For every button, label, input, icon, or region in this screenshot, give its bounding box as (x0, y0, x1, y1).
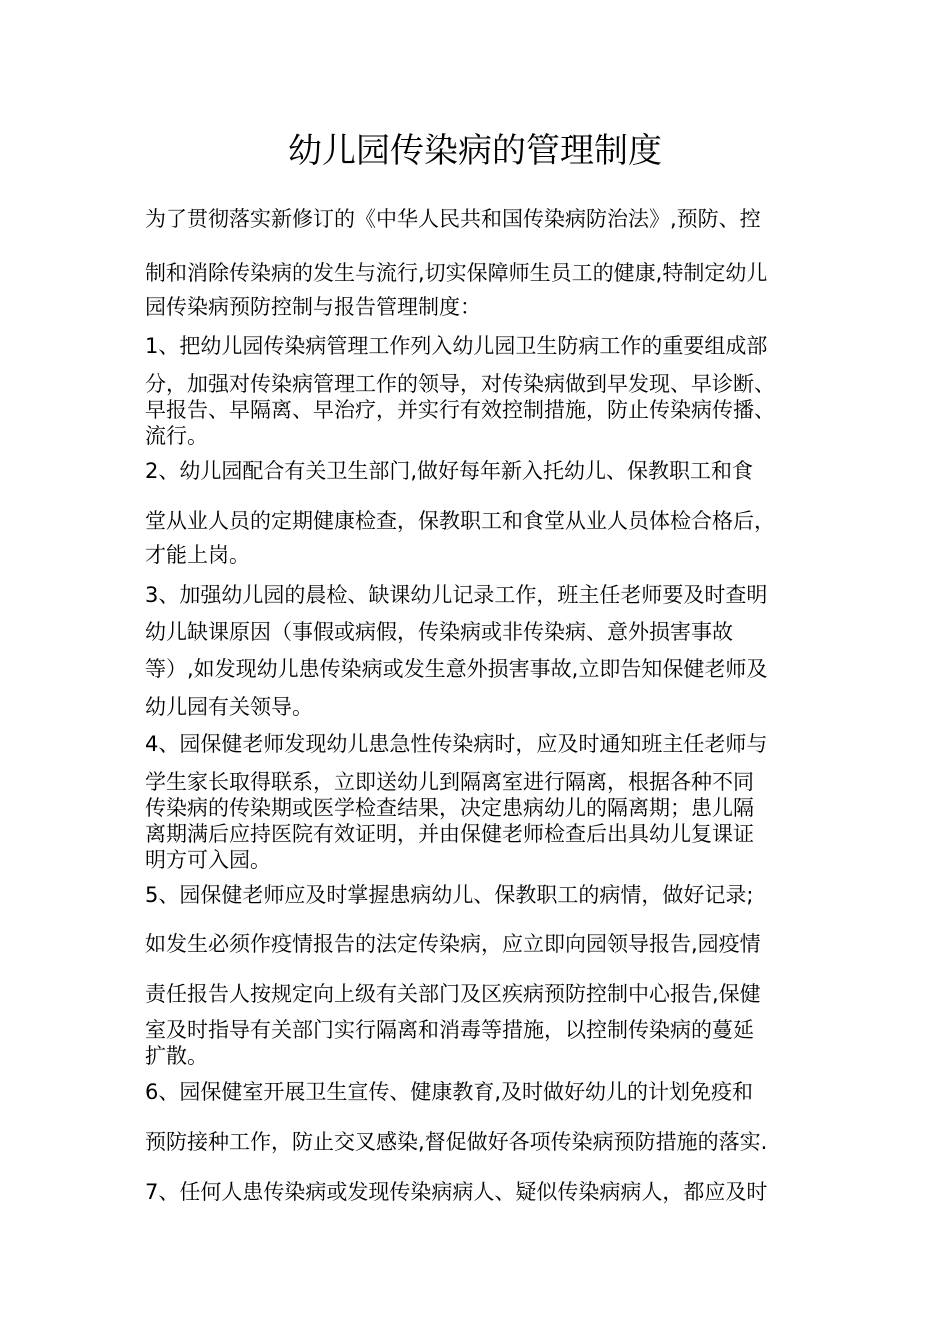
text-line: 1、把幼儿园传染病管理工作列入幼儿园卫生防病工作的重要组成部 (145, 334, 768, 358)
text-line: 幼儿缺课原因（事假或病假，传染病或非传染病、意外损害事故 (145, 620, 733, 644)
text-line: 5、园保健老师应及时掌握患病幼儿、保教职工的病情，做好记录; (145, 883, 754, 907)
text-line: 传染病的传染期或医学检查结果，决定患病幼儿的隔离期；患儿隔 (145, 796, 754, 820)
text-line: 2、幼儿园配合有关卫生部门,做好每年新入托幼儿、保教职工和食 (145, 459, 754, 483)
text-line: 6、园保健室开展卫生宣传、健康教育,及时做好幼儿的计划免疫和 (145, 1080, 754, 1104)
text-line: 责任报告人按规定向上级有关部门及区疾病预防控制中心报告,保健 (145, 982, 761, 1006)
text-line: 离期满后应持医院有效证明，并由保健老师检查后出具幼儿复课证 (145, 822, 754, 846)
text-line: 等）,如发现幼儿患传染病或发生意外损害事故,立即告知保健老师及 (145, 657, 768, 681)
text-line: 才能上岗。 (145, 543, 250, 567)
text-line: 幼儿园有关领导。 (145, 695, 313, 719)
text-line: 园传染病预防控制与报告管理制度： (145, 295, 481, 319)
text-line: 学生家长取得联系，立即送幼儿到隔离室进行隔离，根据各种不同 (145, 770, 754, 794)
text-line: 室及时指导有关部门实行隔离和消毒等措施，以控制传染病的蔓延 (145, 1018, 754, 1042)
text-line: 明方可入园。 (145, 848, 271, 872)
text-line: 4、园保健老师发现幼儿患急性传染病时，应及时通知班主任老师与 (145, 732, 768, 756)
text-line: 如发生必须作疫情报告的法定传染病，应立即向园领导报告,园疫情 (145, 932, 761, 956)
document-title: 幼儿园传染病的管理制度 (288, 131, 662, 171)
text-line: 扩散。 (145, 1044, 208, 1068)
text-line: 堂从业人员的定期健康检查，保教职工和食堂从业人员体检合格后， (145, 509, 775, 533)
text-line: 预防接种工作，防止交叉感染,督促做好各项传染病预防措施的落实. (145, 1130, 768, 1154)
text-line: 早报告、早隔离、早治疗，并实行有效控制措施，防止传染病传播、 (145, 398, 775, 422)
text-line: 流行。 (145, 424, 208, 448)
text-line: 为了贯彻落实新修订的《中华人民共和国传染病防治法》,预防、控 (145, 207, 761, 231)
text-line: 3、加强幼儿园的晨检、缺课幼儿记录工作，班主任老师要及时查明 (145, 583, 768, 607)
text-line: 分，加强对传染病管理工作的领导，对传染病做到早发现、早诊断、 (145, 372, 775, 396)
text-line: 制和消除传染病的发生与流行,切实保障师生员工的健康,特制定幼儿 (145, 261, 768, 285)
text-line: 7、任何人患传染病或发现传染病病人、疑似传染病病人，都应及时 (145, 1180, 768, 1204)
